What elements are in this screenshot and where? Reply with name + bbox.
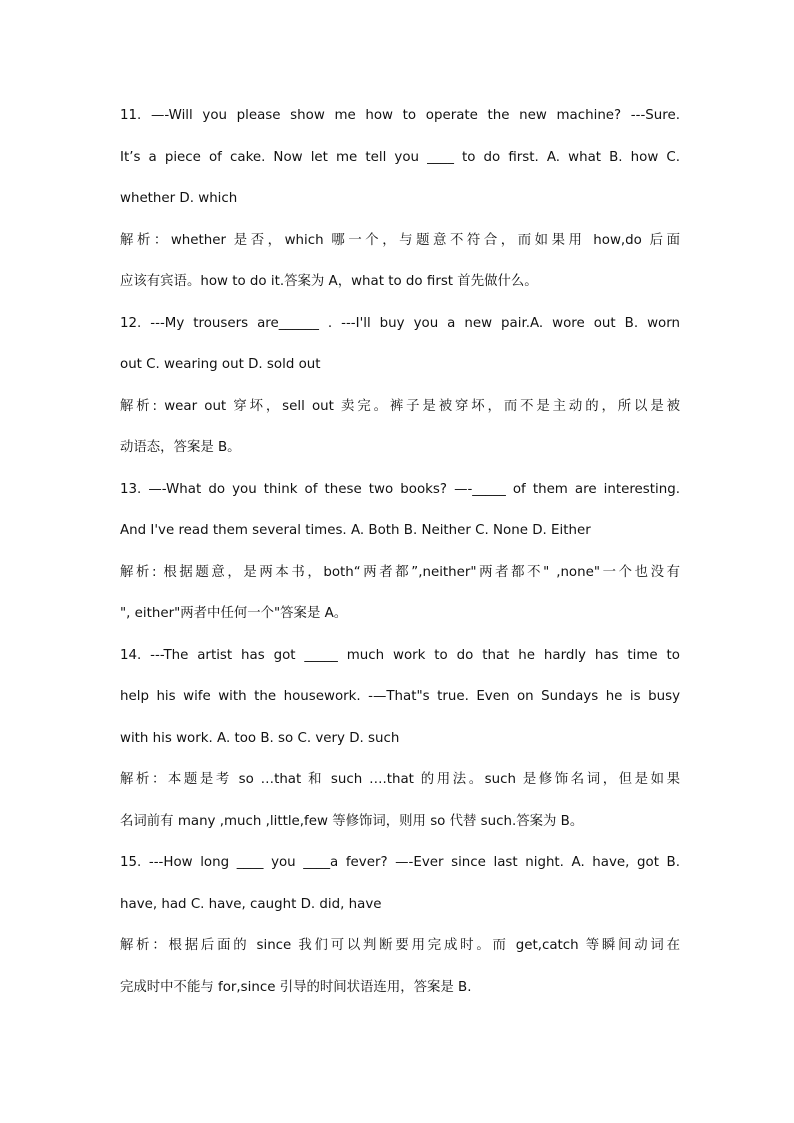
- q13-explanation-line-2: ", either"两者中任何一个"答案是 A。: [120, 606, 348, 621]
- document-body: [120, 99, 680, 1012]
- q11-question-line-1: 11. —-Will you please show me how to operate the new machine? ---Sure.: [120, 108, 680, 123]
- q14-question-line-3: with his work. A. too B. so C. very D. such: [120, 730, 400, 746]
- q12-explanation-line-2: 动语态，答案是 B。: [120, 440, 241, 455]
- q15-question-line-2: have, had C. have, caught D. did, have: [120, 896, 382, 912]
- q13-question-line-2: And I've read them several times. A. Both B. Neither C. None D. Either: [120, 523, 591, 538]
- q14-explanation-line-1: 解析：本题是考 so …that 和 such ….that 的用法。such 是修饰名词，但是如果: [120, 772, 680, 787]
- q12-question-line-2: out C. wearing out D. sold out: [120, 357, 321, 372]
- q14-explanation-line-2: 名词前有 many ,much ,little,few 等修饰词，则用 so 代替 such.答案为 B。: [120, 813, 584, 829]
- q15-explanation-line-1: 解析：根据后面的 since 我们可以判断要用完成时。而 get,catch 等瞬间动词在: [120, 938, 680, 953]
- q15-question-line-1: 15. ---How long ____ you ____a fever? —-Ever since last night. A. have, got B.: [120, 855, 680, 870]
- q11-explanation-line-1: 解析：whether 是否，which 哪一个，与题意不符合，而如果用 how,do 后面: [120, 232, 680, 248]
- q13-question-line-1: 13. —-What do you think of these two books? —-_____ of them are interesting.: [120, 481, 680, 497]
- q11-question-line-3: whether D. which: [120, 191, 238, 206]
- q11-question-line-2: It’s a piece of cake. Now let me tell you ____ to do first. A. what B. how C.: [120, 149, 680, 165]
- q12-question-line-1: 12. ---My trousers are______ . ---I'll buy you a new pair.A. wore out B. worn: [120, 315, 680, 331]
- q12-explanation-line-1: 解析: wear out 穿坏，sell out 卖完。裤子是被穿坏，而不是主动的，所以是被: [120, 398, 680, 414]
- q14-question-line-2: help his wife with the housework. -—That"s true. Even on Sundays he is busy: [120, 689, 680, 704]
- q15-explanation-line-2: 完成时中不能与 for,since 引导的时间状语连用，答案是 B.: [120, 979, 472, 995]
- q14-question-line-1: 14. ---The artist has got _____ much work to do that he hardly has time to: [120, 647, 680, 663]
- q11-explanation-line-2: 应该有宾语。how to do it.答案为 A，what to do first 首先做什么。: [120, 274, 538, 289]
- q13-explanation-line-1: 解析: 根据题意，是两本书，both“两者都”,neither"两者都不" ,none"一个也没有: [120, 564, 680, 580]
